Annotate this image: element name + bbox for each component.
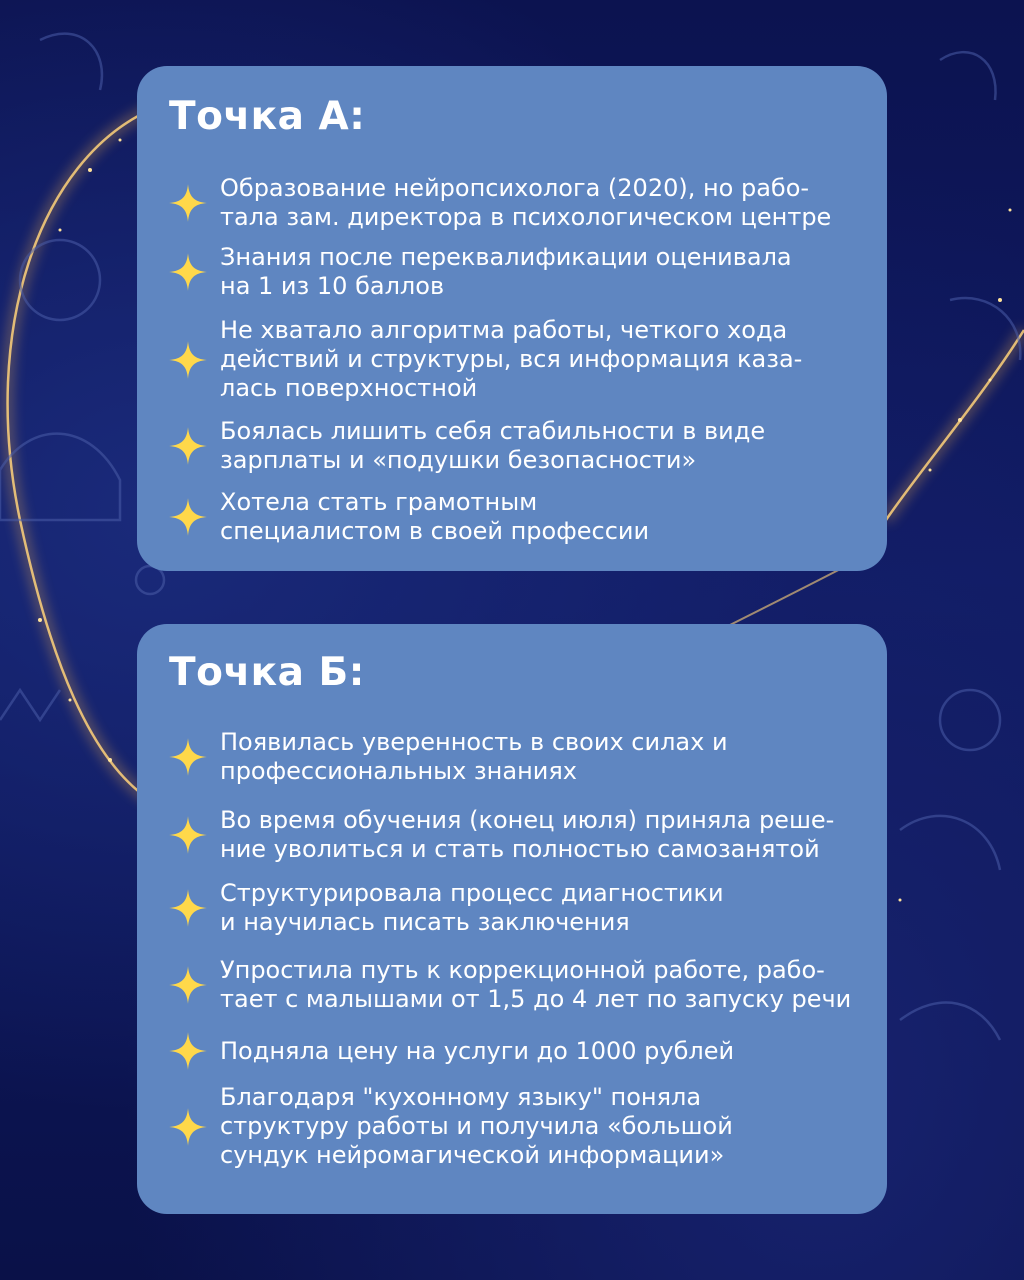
point-a-item [167, 488, 867, 546]
point-a-item-text: Не хватало алгоритма работы, четкого хода действий и структуры, вся информация каза- лась поверхностной [220, 316, 803, 402]
point-a-title: Точка А: [169, 94, 366, 139]
point-b-item [167, 956, 867, 1014]
point-a-item [167, 316, 867, 403]
sparkle-star-icon [167, 339, 209, 381]
point-b-title: Точка Б: [169, 650, 365, 695]
sparkle-star-icon [167, 425, 209, 467]
point-a-item [167, 243, 867, 301]
point-a-item [167, 417, 867, 475]
sparkle-star-icon [167, 1106, 209, 1148]
sparkle-star-icon [167, 496, 209, 538]
sparkle-star-icon [167, 964, 209, 1006]
point-b-card [137, 624, 887, 1214]
sparkle-star-icon [167, 251, 209, 293]
sparkle-star-icon [167, 887, 209, 929]
point-b-item [167, 1083, 867, 1170]
point-a-item [167, 174, 867, 232]
point-b-item-text: Упростила путь к коррекционной работе, рабо- тает с малышами от 1,5 до 4 лет по запуску речи [220, 956, 852, 1013]
point-b-item [167, 728, 867, 786]
sparkle-star-icon [167, 182, 209, 224]
point-b-item-text: Благодаря "кухонному языку" поняла структуру работы и получила «большой сундук нейромагической информации» [220, 1083, 733, 1169]
point-b-item-text: Подняла цену на услуги до 1000 рублей [220, 1036, 735, 1065]
point-b-item-text: Во время обучения (конец июля) приняла реше- ние уволиться и стать полностью самозанятой [220, 806, 835, 863]
point-b-item [167, 879, 867, 937]
point-b-item-text: Появилась уверенность в своих силах и профессиональных знаниях [220, 728, 728, 785]
point-a-item-text: Хотела стать грамотным специалистом в своей профессии [220, 488, 650, 545]
point-a-item-text: Боялась лишить себя стабильности в виде зарплаты и «подушки безопасности» [220, 417, 766, 474]
point-a-item-text: Образование нейропсихолога (2020), но рабо- тала зам. директора в психологическом центре [220, 174, 832, 231]
point-b-item-text: Структурировала процесс диагностики и научилась писать заключения [220, 879, 724, 936]
point-b-item [167, 1030, 867, 1072]
point-a-card [137, 66, 887, 571]
sparkle-star-icon [167, 736, 209, 778]
point-b-item [167, 806, 867, 864]
sparkle-star-icon [167, 814, 209, 856]
point-a-item-text: Знания после переквалификации оценивала на 1 из 10 баллов [220, 243, 792, 300]
sparkle-star-icon [167, 1030, 209, 1072]
